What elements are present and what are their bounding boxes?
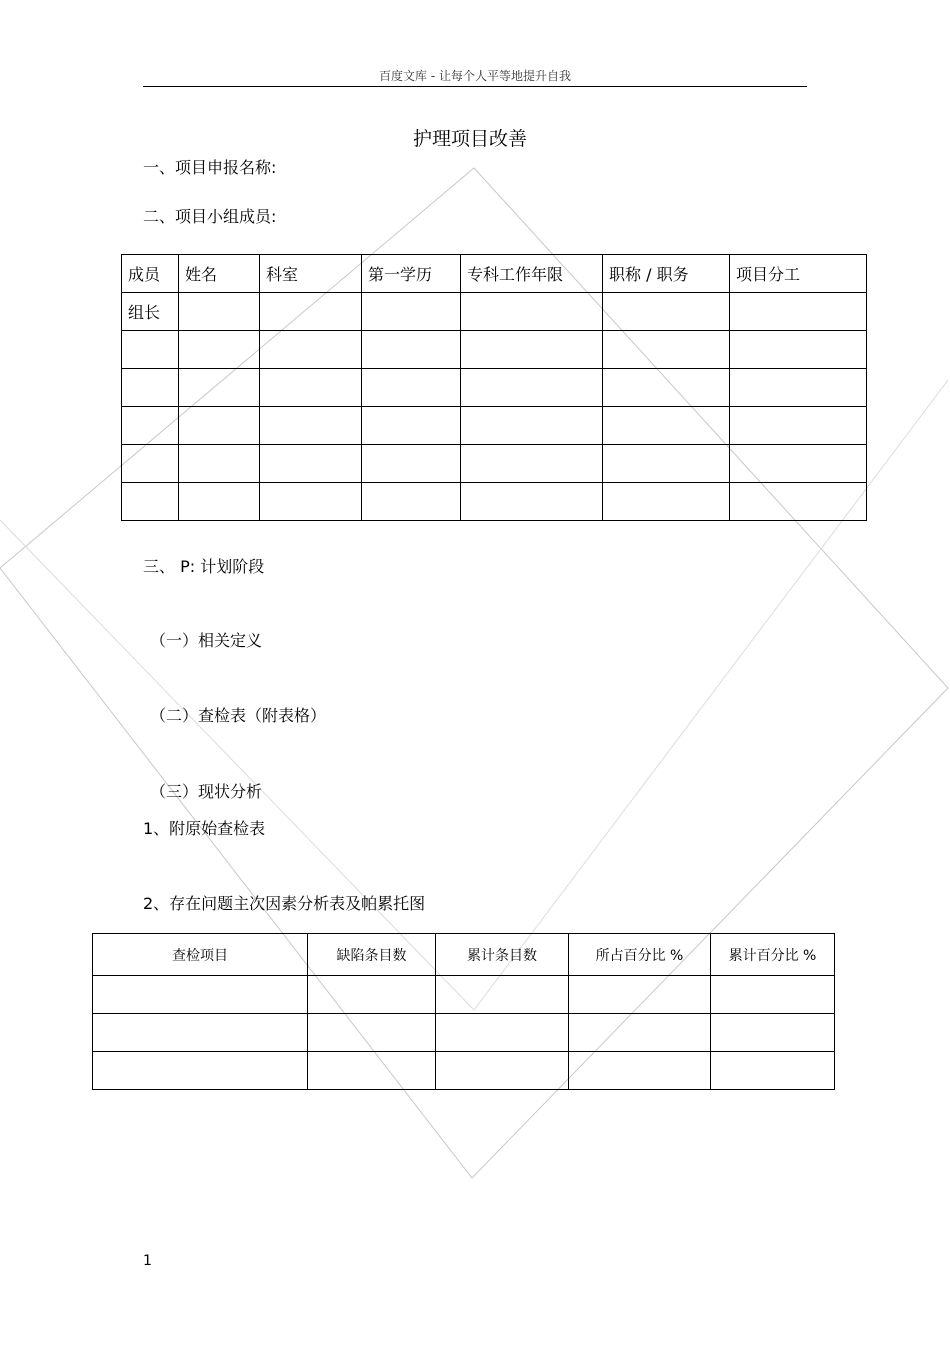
subsection-status-analysis: （三）现状分析 (150, 782, 263, 801)
table-cell[interactable] (362, 445, 461, 483)
table-cell[interactable] (260, 445, 362, 483)
header-cell: 职称 / 职务 (603, 255, 730, 293)
table-row (93, 1052, 835, 1090)
page-number: 1 (143, 1253, 152, 1269)
header-cell: 姓名 (179, 255, 260, 293)
table-cell[interactable] (730, 369, 867, 407)
subsection-checklist: （二）查检表（附表格） (150, 706, 327, 725)
table-cell[interactable] (461, 407, 603, 445)
table-cell[interactable] (461, 483, 603, 521)
table-cell[interactable] (362, 331, 461, 369)
table-cell[interactable] (603, 407, 730, 445)
table-cell[interactable] (308, 1052, 436, 1090)
table-cell[interactable] (461, 331, 603, 369)
table-row (122, 293, 867, 331)
table-cell[interactable] (711, 1014, 835, 1052)
table-cell[interactable] (436, 1052, 569, 1090)
table-cell[interactable] (179, 331, 260, 369)
table-row (122, 331, 867, 369)
table-cell[interactable] (93, 976, 308, 1014)
table-cell[interactable] (122, 407, 179, 445)
table-cell[interactable] (711, 1052, 835, 1090)
table-cell[interactable] (569, 976, 711, 1014)
table-cell[interactable] (122, 331, 179, 369)
table-cell[interactable] (260, 483, 362, 521)
table-cell[interactable] (603, 445, 730, 483)
table-cell[interactable] (436, 1014, 569, 1052)
document-title: 护理项目改善 (412, 128, 527, 150)
table-row (122, 407, 867, 445)
table-cell[interactable] (122, 369, 179, 407)
table-cell[interactable] (93, 1014, 308, 1052)
table-cell[interactable] (362, 483, 461, 521)
table-cell[interactable] (461, 445, 603, 483)
table-cell[interactable] (603, 369, 730, 407)
table-cell[interactable] (730, 331, 867, 369)
header-divider (143, 86, 807, 87)
table-row (93, 976, 835, 1014)
table-cell[interactable] (730, 483, 867, 521)
table-cell[interactable] (260, 407, 362, 445)
table-cell[interactable] (122, 445, 179, 483)
header-cell: 缺陷条目数 (308, 934, 436, 976)
header-cell: 第一学历 (362, 255, 461, 293)
table-cell[interactable] (711, 976, 835, 1014)
table-cell[interactable] (179, 445, 260, 483)
section-plan-phase: 三、 P: 计划阶段 (143, 557, 265, 576)
members-table (121, 254, 867, 521)
table-cell[interactable] (179, 293, 260, 331)
table-cell[interactable] (260, 331, 362, 369)
pareto-analysis-table (92, 933, 835, 1090)
table-cell[interactable] (308, 1014, 436, 1052)
table-cell[interactable] (603, 483, 730, 521)
table-cell[interactable] (179, 483, 260, 521)
header-cell: 专科工作年限 (461, 255, 603, 293)
table-header-row (122, 255, 867, 293)
table-row (122, 483, 867, 521)
table-cell[interactable] (308, 976, 436, 1014)
header-cell: 项目分工 (730, 255, 867, 293)
table-cell[interactable] (362, 293, 461, 331)
header-cell: 成员 (122, 255, 179, 293)
item-original-checklist: 1、附原始查检表 (143, 819, 266, 838)
table-cell[interactable] (730, 445, 867, 483)
table-cell[interactable] (122, 483, 179, 521)
table-cell[interactable] (260, 369, 362, 407)
table-cell[interactable] (461, 293, 603, 331)
table-cell[interactable] (603, 331, 730, 369)
table-header-row (93, 934, 835, 976)
header-cell: 累计条目数 (436, 934, 569, 976)
table-row (93, 1014, 835, 1052)
item-pareto-analysis: 2、存在问题主次因素分析表及帕累托图 (143, 894, 426, 913)
page-header: 百度文库 - 让每个人平等地提升自我 (379, 69, 571, 83)
table-row (122, 445, 867, 483)
header-cell: 累计百分比 % (711, 934, 835, 976)
row-label-leader: 组长 (122, 293, 179, 331)
header-cell: 科室 (260, 255, 362, 293)
table-cell[interactable] (569, 1014, 711, 1052)
table-row (122, 369, 867, 407)
header-cell: 所占百分比 % (569, 934, 711, 976)
table-cell[interactable] (569, 1052, 711, 1090)
table-cell[interactable] (730, 293, 867, 331)
table-cell[interactable] (362, 369, 461, 407)
table-cell[interactable] (461, 369, 603, 407)
section-project-name: 一、项目申报名称: (143, 158, 277, 177)
table-cell[interactable] (436, 976, 569, 1014)
subsection-definitions: （一）相关定义 (150, 631, 263, 650)
table-cell[interactable] (93, 1052, 308, 1090)
table-cell[interactable] (603, 293, 730, 331)
section-team-members: 二、项目小组成员: (143, 207, 277, 226)
table-cell[interactable] (362, 407, 461, 445)
table-cell[interactable] (179, 369, 260, 407)
table-cell[interactable] (179, 407, 260, 445)
table-cell[interactable] (730, 407, 867, 445)
table-cell[interactable] (260, 293, 362, 331)
header-cell: 查检项目 (93, 934, 308, 976)
